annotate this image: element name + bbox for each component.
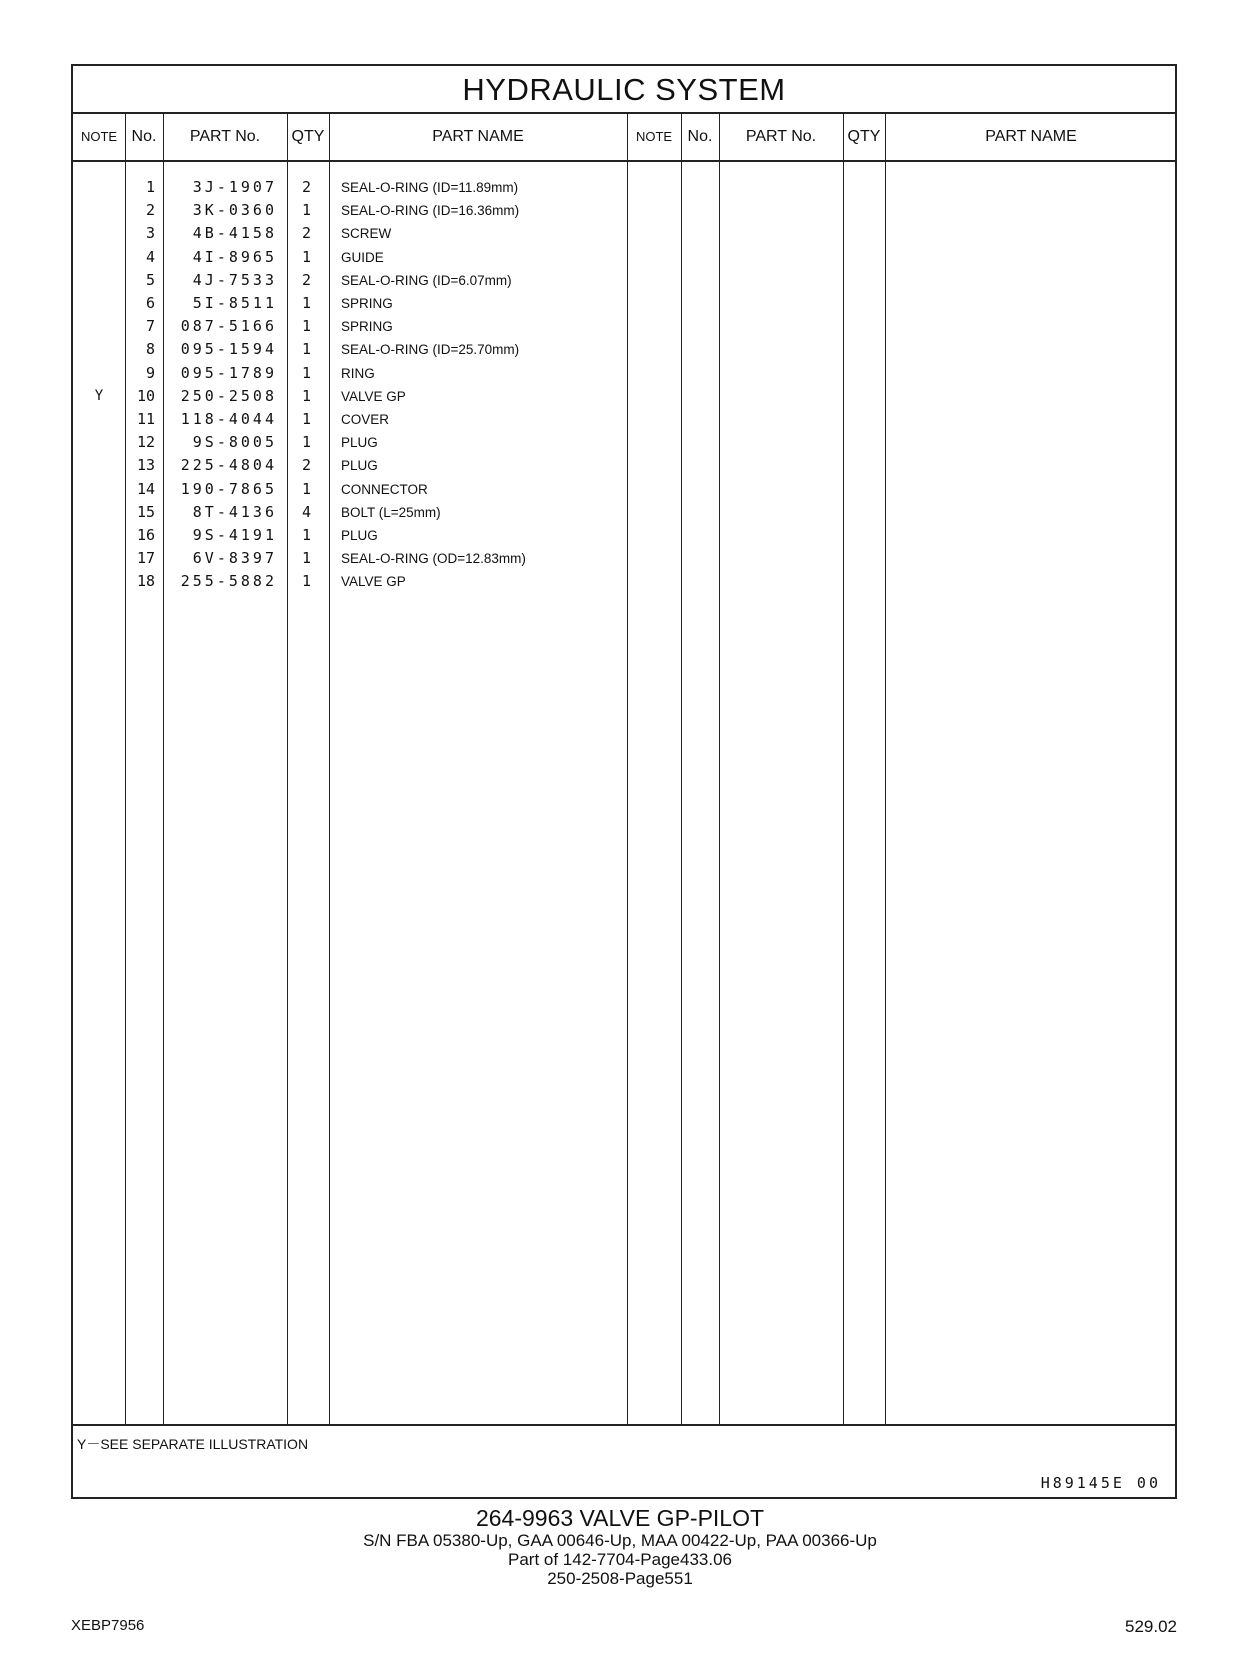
page-reference: 250-2508-Page551 xyxy=(547,1569,693,1588)
row-number: 4 xyxy=(145,247,155,266)
row-number: 16 xyxy=(136,526,155,544)
row-note: Y xyxy=(94,387,104,404)
table-row xyxy=(73,547,1175,570)
row-part-number: 255-5882 xyxy=(180,572,277,591)
row-number: 15 xyxy=(136,502,155,521)
header-part-no-left: PART No. xyxy=(189,128,261,145)
row-quantity: 1 xyxy=(301,317,311,336)
caption xyxy=(0,1505,1240,1588)
row-part-name: PLUG xyxy=(341,458,378,474)
row-part-number: 4J-7533 xyxy=(192,270,277,289)
page-number: 529.02 xyxy=(1125,1617,1177,1636)
table-row xyxy=(73,362,1175,385)
table-row xyxy=(73,176,1175,199)
row-part-name: CONNECTOR xyxy=(341,481,428,497)
row-part-number: 4I-8965 xyxy=(192,247,277,266)
table-row xyxy=(73,246,1175,269)
row-quantity: 1 xyxy=(301,386,311,405)
row-part-name: VALVE GP xyxy=(341,388,406,404)
row-part-number: 9S-4191 xyxy=(192,526,277,544)
footnote: Y－SEE SEPARATE ILLUSTRATION xyxy=(77,1436,309,1452)
row-quantity: 1 xyxy=(301,294,311,312)
table-row xyxy=(73,315,1175,338)
document-id: XEBP7956 xyxy=(71,1617,145,1634)
row-part-number: 118-4044 xyxy=(180,410,277,428)
row-quantity: 4 xyxy=(301,502,311,521)
table-row xyxy=(73,570,1175,593)
row-quantity: 1 xyxy=(301,201,311,220)
row-part-name: PLUG xyxy=(341,435,378,451)
row-part-number: 6V-8397 xyxy=(192,549,277,568)
row-number: 1 xyxy=(145,178,155,196)
row-quantity: 2 xyxy=(301,270,311,289)
row-quantity: 1 xyxy=(301,572,311,591)
row-quantity: 1 xyxy=(301,340,311,359)
row-part-number: 087-5166 xyxy=(180,317,277,336)
row-number: 13 xyxy=(136,456,155,475)
table-row xyxy=(73,501,1175,524)
row-number: 14 xyxy=(136,479,155,498)
header-note-left: NOTE xyxy=(80,129,118,144)
row-number: 8 xyxy=(145,340,155,359)
table-row xyxy=(73,478,1175,501)
row-number: 7 xyxy=(145,317,155,336)
table-row xyxy=(73,524,1175,547)
header-part-name-left: PART NAME xyxy=(432,128,524,145)
row-quantity: 2 xyxy=(301,178,311,196)
table-row xyxy=(73,338,1175,361)
row-quantity: 2 xyxy=(301,224,311,243)
row-number: 2 xyxy=(145,201,155,220)
table-row xyxy=(73,385,1175,408)
row-quantity: 1 xyxy=(301,433,311,452)
header-no-right: No. xyxy=(687,128,713,145)
row-part-name: VALVE GP xyxy=(341,574,406,590)
row-part-name: SEAL-O-RING (ID=16.36mm) xyxy=(341,203,520,219)
row-part-number: 8T-4136 xyxy=(192,502,277,521)
row-number: 12 xyxy=(136,433,155,452)
row-part-name: SCREW xyxy=(341,226,392,242)
row-quantity: 1 xyxy=(301,549,311,568)
row-number: 6 xyxy=(145,294,155,312)
serial-numbers: S/N FBA 05380-Up, GAA 00646-Up, MAA 00422-Up, PAA 00366-Up xyxy=(363,1531,877,1550)
row-part-name: PLUG xyxy=(341,528,378,543)
row-part-number: 4B-4158 xyxy=(192,224,277,243)
part-of-reference: Part of 142-7704-Page433.06 xyxy=(507,1550,732,1569)
row-part-name: SEAL-O-RING (ID=6.07mm) xyxy=(341,272,512,288)
row-quantity: 1 xyxy=(301,526,311,544)
row-part-number: 5I-8511 xyxy=(192,294,277,312)
row-part-number: 190-7865 xyxy=(180,479,277,498)
row-number: 11 xyxy=(136,410,155,428)
row-part-name: SPRING xyxy=(341,296,393,311)
row-part-number: 095-1789 xyxy=(180,363,277,382)
parts-list-sheet xyxy=(71,64,1177,1499)
drawing-code: H89145E 00 xyxy=(1040,1474,1161,1492)
table-row xyxy=(73,408,1175,431)
row-part-name: RING xyxy=(341,365,375,381)
header-note-right: NOTE xyxy=(635,129,673,144)
row-part-name: SEAL-O-RING (ID=25.70mm) xyxy=(341,342,520,358)
row-part-number: 225-4804 xyxy=(180,456,277,475)
row-number: 3 xyxy=(145,224,155,243)
row-part-name: SPRING xyxy=(341,319,393,335)
header-qty-right: QTY xyxy=(847,128,881,145)
header-part-no-right: PART No. xyxy=(745,128,817,145)
row-quantity: 1 xyxy=(301,247,311,266)
header-qty-left: QTY xyxy=(291,128,325,145)
table-row xyxy=(73,292,1175,315)
header-no-left: No. xyxy=(131,128,157,145)
row-quantity: 2 xyxy=(301,456,311,475)
row-quantity: 1 xyxy=(301,410,311,428)
table-row xyxy=(73,454,1175,477)
row-part-number: 3K-0360 xyxy=(192,201,277,220)
row-part-number: 3J-1907 xyxy=(192,178,277,196)
row-part-name: BOLT (L=25mm) xyxy=(341,504,441,520)
row-part-number: 9S-8005 xyxy=(192,433,277,452)
row-part-name: GUIDE xyxy=(341,249,384,265)
table-row xyxy=(73,199,1175,222)
row-part-number: 250-2508 xyxy=(180,386,277,405)
table-row xyxy=(73,222,1175,245)
row-number: 10 xyxy=(136,386,155,405)
row-number: 17 xyxy=(136,549,155,568)
row-part-name: COVER xyxy=(341,412,390,427)
row-number: 5 xyxy=(145,270,155,289)
row-quantity: 1 xyxy=(301,479,311,498)
row-number: 9 xyxy=(145,363,155,382)
row-part-name: SEAL-O-RING (ID=11.89mm) xyxy=(341,180,519,195)
assembly-title: 264-9963 VALVE GP-PILOT xyxy=(475,1505,765,1531)
table-row xyxy=(73,431,1175,454)
table-row xyxy=(73,269,1175,292)
header-part-name-right: PART NAME xyxy=(985,128,1077,145)
row-quantity: 1 xyxy=(301,363,311,382)
row-number: 18 xyxy=(136,572,155,591)
page-title: HYDRAULIC SYSTEM xyxy=(73,66,1175,114)
footnote-area xyxy=(73,1424,1175,1499)
row-part-number: 095-1594 xyxy=(180,340,277,359)
row-part-name: SEAL-O-RING (OD=12.83mm) xyxy=(341,551,526,567)
table-header xyxy=(73,114,1175,162)
